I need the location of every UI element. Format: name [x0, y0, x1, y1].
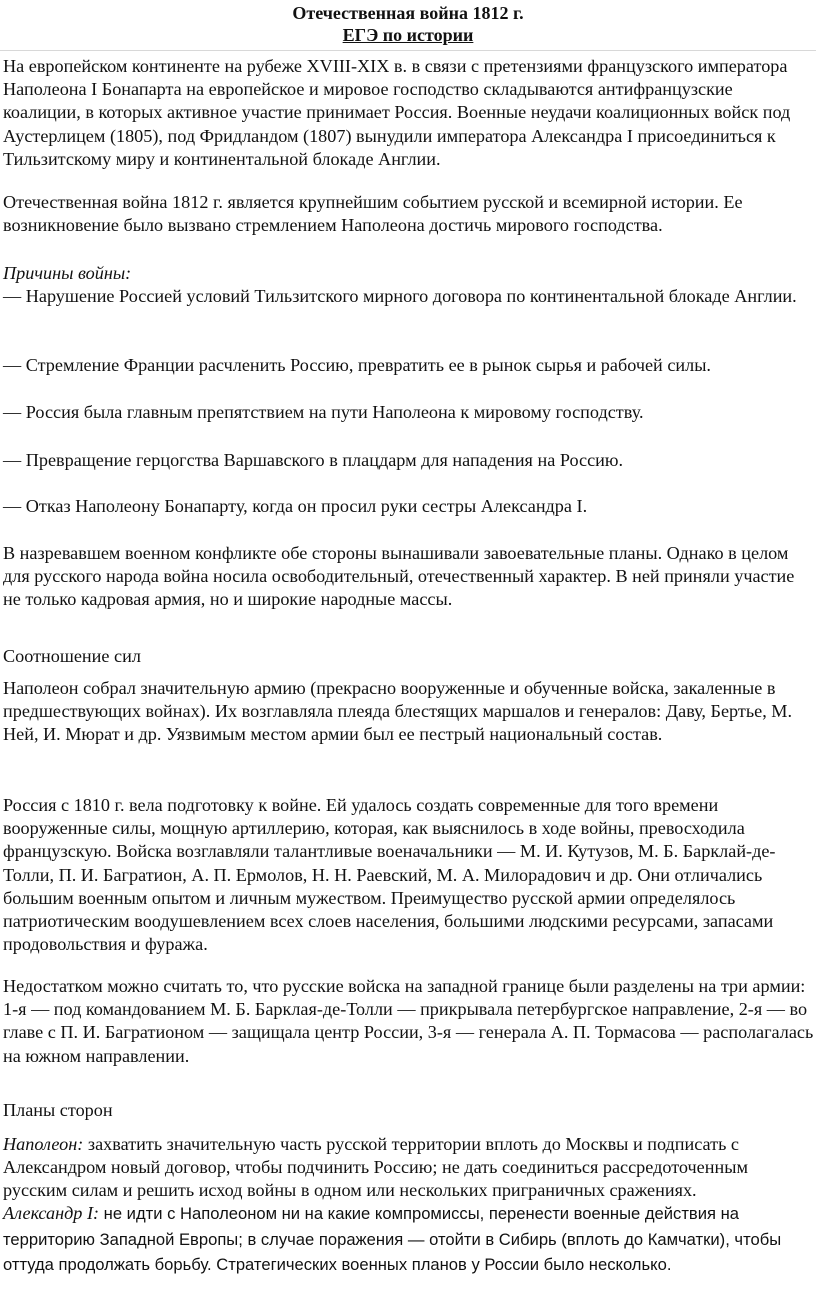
paragraph-significance: Отечественная война 1812 г. является крупнейшим событием русской и всемирной истории. Ее возникновение было вызвано стремлением Наполеона достичь мирового господства.	[3, 192, 743, 236]
paragraph-shortcoming: Недостатком можно считать то, что русские войска на западной границе были разделены на три армии: 1-я — под командованием М. Б. Барклая-де-Толли — прикрывала петербургское направление, 2-я — во главе с П. И. Багратионом — защищала центр России, 3-я — генерала А. П. Тормасова — располагалась на южном направлении.	[3, 976, 814, 1066]
header-divider	[0, 50, 816, 51]
paragraph-character: В назревавшем военном конфликте обе стороны вынашивали завоевательные планы. Однако в целом для русского народа война носила освободительный, отечественный характер. В ней приняли участие не только кадровая армия, но и широкие народные массы.	[3, 543, 795, 610]
causes-heading	[3, 262, 815, 285]
causes-heading-text: Причины войны:	[3, 263, 132, 283]
page-title: Отечественная война 1812 г.	[292, 3, 524, 23]
cause-item-4: — Превращение герцогства Варшавского в плацдарм для нападения на Россию.	[3, 450, 624, 470]
paragraph-russia-army: Россия с 1810 г. вела подготовку к войне. Ей удалось создать современные для того времени вооруженные силы, мощную артиллерию, которая, как выяснилось в ходе войны, превосходила французскую. Войска возглавляли талантливые военачальники — М. И. Кутузов, М. Б. Барклай-де-Толли, П. И. Багратион, А. П. Ермолов, Н. Н. Раевский, М. А. Милорадович и др. Они отличались большим военным опытом и личным мужеством. Преимущество русской армии определялось патриотическим воодушевлением всех слоев населения, большими людскими ресурсами, запасами продовольствия и фуража.	[3, 795, 776, 955]
cause-item-1: — Нарушение Россией условий Тильзитского мирного договора по континентальной блокаде Англии.	[3, 286, 797, 306]
alexander-plan-text: не идти с Наполеоном ни на какие компромиссы, перенести военные действия на территорию Западной Европы; в случае поражения — отойти в Сибирь (вплоть до Камчатки), чтобы оттуда продолжать борьбу. Стратегических военных планов у России было несколько.	[3, 1204, 782, 1274]
napoleon-label: Наполеон:	[3, 1134, 84, 1154]
cause-item-2: — Стремление Франции расчленить Россию, превратить ее в рынок сырья и рабочей силы.	[3, 355, 711, 375]
paragraph-intro: На европейском континенте на рубеже XVIII-XIX в. в связи с претензиями французского императора Наполеона I Бонапарта на европейское и мировое господство складываются антифранцузские коалиции, в которых активное участие принимает Россия. Военные неудачи коалиционных войск под Аустерлицем (1805), под Фридландом (1807) вынудили императора Александра I присоединиться к Тильзитскому миру и континентальной блокаде Англии.	[3, 56, 791, 169]
plans-heading: Планы сторон	[3, 1100, 113, 1120]
paragraph-napoleon-army: Наполеон собрал значительную армию (прекрасно вооруженные и обученные войска, закаленные в предшествующих войнах). Их возглавляла плеяда блестящих маршалов и генералов: Даву, Бертье, М. Ней, И. Мюрат и др. Уязвимым местом армии был ее пестрый национальный состав.	[3, 678, 793, 745]
napoleon-plan-text: захватить значительную часть русской территории вплоть до Москвы и подписать с Александром новый договор, чтобы подчинить Россию; не дать соединиться рассредоточенным русским силам и решить исход войны в одном или нескольких приграничных сражениях.	[3, 1134, 748, 1201]
cause-item-3: — Россия была главным препятствием на пути Наполеона к мировому господству.	[3, 402, 644, 422]
napoleon-plan	[3, 1133, 815, 1203]
cause-item-5: — Отказ Наполеону Бонапарту, когда он просил руки сестры Александра I.	[3, 496, 588, 516]
alexander-plan	[3, 1201, 815, 1278]
page-subtitle: ЕГЭ по истории	[342, 25, 474, 45]
forces-heading: Соотношение сил	[3, 646, 141, 666]
alexander-label: Александр I:	[3, 1203, 100, 1223]
